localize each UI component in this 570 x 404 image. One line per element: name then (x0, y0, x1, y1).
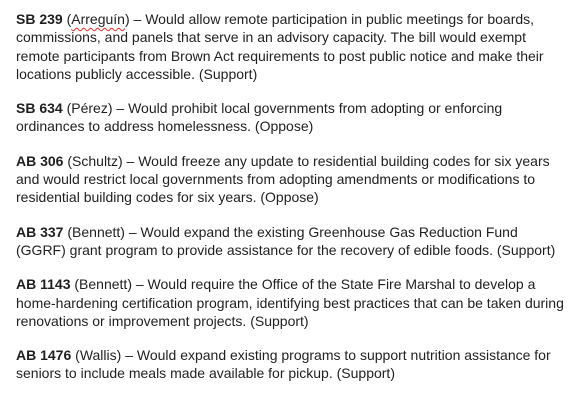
bill-description: – Would require the Office of the State Fire Marshal to develop a home-hardening certification program, identifying best practices that can be taken during renovations or improvement projects. (16, 276, 564, 329)
bill-sponsor: Wallis (79, 347, 117, 364)
bill-id: AB 306 (16, 152, 64, 169)
bill-description: – Would allow remote participation in public meetings for boards, commissions, and panels that serve in an advisory capacity. The bill would exempt remote participants from Brown Act requirements to post public notice and make their locations publicly accessible. (16, 11, 544, 82)
bill-description: – Would prohibit local governments from adopting or enforcing ordinances to address homelessness. (16, 100, 503, 135)
bill-description: – Would expand the existing Greenhouse Gas Reduction Fund (GGRF) grant program to provide assistance for the recovery of edible foods. (16, 223, 518, 258)
bill-position: (Support) (198, 65, 258, 82)
bill-position: (Support) (250, 312, 309, 329)
bill-sponsor: Schultz (72, 152, 118, 169)
bill-id: AB 1143 (16, 276, 71, 293)
bill-description: – Would expand existing programs to support nutrition assistance for seniors to include meals made available for pickup. (16, 347, 551, 382)
bill-description: – Would freeze any update to residential building codes for six years and would restrict local governments from adopting amendments or modifications to residential building codes for six years. (16, 152, 550, 206)
bill-id: SB 634 (16, 100, 63, 117)
bill-sponsor[interactable]: Arreguín (71, 11, 125, 27)
bill-list (16, 10, 564, 383)
bill-position: (Oppose) (260, 189, 319, 206)
bill-entry-ab-1476: AB 1476 (Wallis) – Would expand existing programs to support nutrition assistance for seniors to include meals made available for pickup. (Support) (16, 347, 551, 382)
bill-id: AB 337 (16, 223, 64, 240)
bill-entry-ab-306: AB 306 (Schultz) – Would freeze any update to residential building codes for six years and would restrict local governments from adopting amendments or modifications to residential building codes for six years. (Oppose) (16, 152, 550, 206)
bill-id: AB 1476 (16, 347, 72, 364)
bill-sponsor: Bennett (72, 223, 121, 240)
bill-sponsor: Pérez (71, 100, 108, 117)
bill-position: (Support) (496, 241, 556, 258)
bill-position: (Support) (336, 365, 395, 382)
bill-position: (Oppose) (254, 118, 314, 135)
bill-id: SB 239 (16, 11, 63, 27)
bill-entry-ab-337: AB 337 (Bennett) – Would expand the existing Greenhouse Gas Reduction Fund (GGRF) grant program to provide assistance for the recovery of edible foods. (Support) (16, 223, 556, 258)
bill-sponsor: Bennett (79, 276, 128, 293)
bill-entry-ab-1143: AB 1143 (Bennett) – Would require the Office of the State Fire Marshal to develop a home-hardening certification program, identifying best practices that can be taken during renovations or improvement projects. (Support) (16, 276, 564, 329)
bill-entry-sb-239: SB 239 (Arreguín) – Would allow remote participation in public meetings for boards, commissions, and panels that serve in an advisory capacity. The bill would exempt remote participants from Brown Act requirements to post public notice and make their locations publicly accessible. (Support) (16, 11, 544, 82)
bill-entry-sb-634: SB 634 (Pérez) – Would prohibit local governments from adopting or enforcing ordinances to address homelessness. (Oppose) (16, 100, 503, 135)
